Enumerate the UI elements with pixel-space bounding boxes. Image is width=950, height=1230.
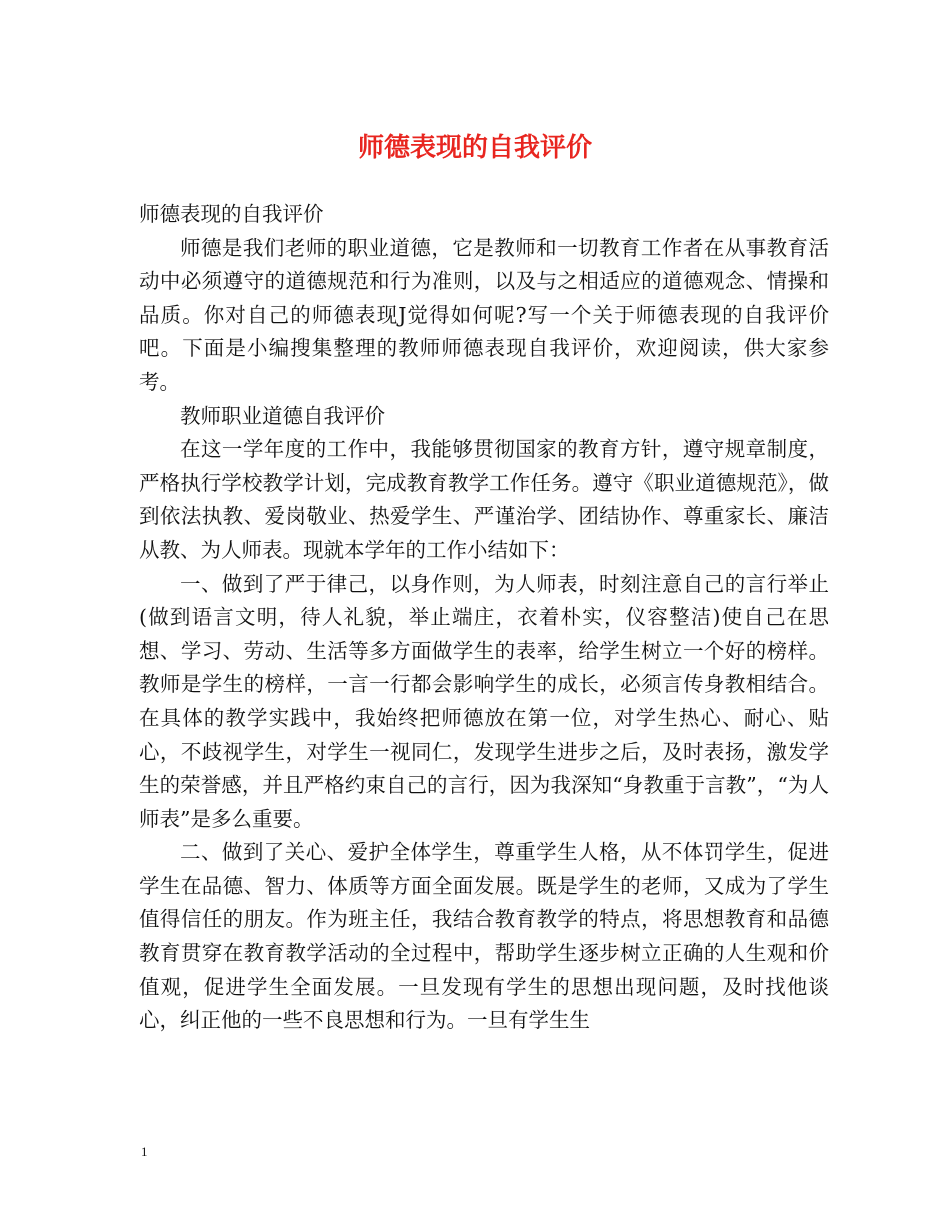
paragraph-intro: 师德是我们老师的职业道德，它是教师和一切教育工作者在从事教育活动中必须遵守的道德规范和行为准则，以及与之相适应的道德观念、情操和品质。你对自己的师德表现J觉得如何呢?写一个关于师德表现的自我评价吧。下面是小编搜集整理的教师师德表现自我评价，欢迎阅读，供大家参考。	[139, 235, 829, 394]
paragraph-summary: 在这一学年度的工作中，我能够贯彻国家的教育方针，遵守规章制度，严格执行学校教学计划，完成教育教学工作任务。遵守《职业道德规范》，做到依法执教、爱岗敬业、热爱学生、严谨治学、团结协作、尊重家长、廉洁从教、为人师表。现就本学年的工作小结如下：	[139, 437, 829, 562]
document-title: 师德表现的自我评价	[357, 133, 592, 163]
document-body	[139, 198, 829, 1038]
paragraph-point-one: 一、做到了严于律己，以身作则，为人师表，时刻注意自己的言行举止(做到语言文明，待人礼貌，举止端庄，衣着朴实，仪容整洁)使自己在思想、学习、劳动、生活等多方面做学生的表率，给学生树立一个好的榜样。教师是学生的榜样，一言一行都会影响学生的成长，必须言传身教相结合。在具体的教学实践中，我始终把师德放在第一位，对学生热心、耐心、贴心，不歧视学生，对学生一视同仁，发现学生进步之后，及时表扬，激发学生的荣誉感，并且严格约束自己的言行，因为我深知“身教重于言教”，“为人师表”是多么重要。	[139, 571, 829, 831]
paragraph-heading: 师德表现的自我评价	[139, 202, 324, 226]
page-number: 1	[141, 1144, 148, 1159]
paragraph-subheading: 教师职业道德自我评价	[180, 403, 385, 428]
paragraph-point-two: 二、做到了关心、爱护全体学生，尊重学生人格，从不体罚学生，促进学生在品德、智力、体质等方面全面发展。既是学生的老师，又成为了学生值得信任的朋友。作为班主任，我结合教育教学的特点，将思想教育和品德教育贯穿在教育教学活动的全过程中，帮助学生逐步树立正确的人生观和价值观，促进学生全面发展。一旦发现有学生的思想出现问题，及时找他谈心，纠正他的一些不良思想和行为。一旦有学生生	[139, 840, 829, 1033]
